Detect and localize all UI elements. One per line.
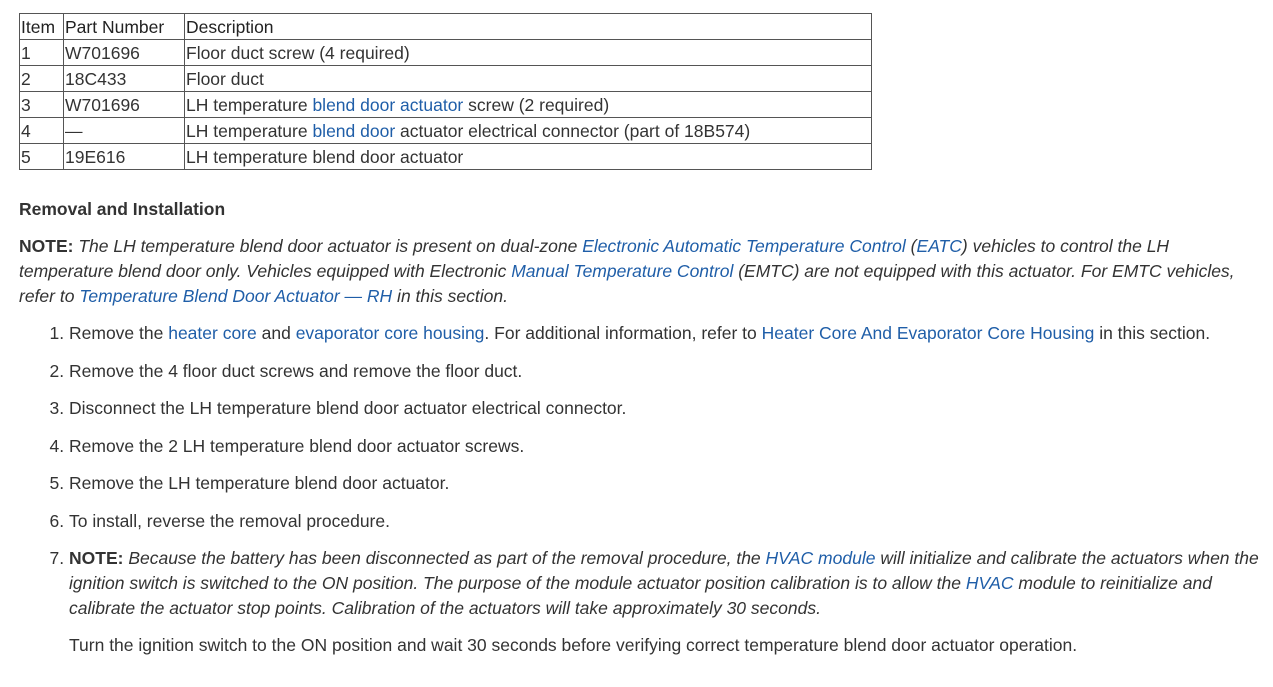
step-text: and <box>256 323 296 343</box>
cell-part-number: 19E616 <box>64 144 185 170</box>
list-item <box>69 321 1259 346</box>
procedure-steps <box>19 321 1259 658</box>
cell-item: 4 <box>20 118 64 144</box>
header-description: Description <box>185 14 872 40</box>
note-text: ) vehicles to control the LH temperature blend door only. Vehicles equipped with Electronic <box>19 236 1170 281</box>
document-page <box>19 13 1259 671</box>
list-item <box>69 546 1259 658</box>
desc-text: Floor duct screw (4 required) <box>186 42 410 63</box>
cell-description <box>185 144 872 170</box>
note-text: in this section. <box>392 286 508 306</box>
note-text: module to reinitialize and calibrate the actuator stop points. Calibration of the actuators will take approximately 30 seconds. <box>69 573 1212 618</box>
cell-description <box>185 66 872 92</box>
header-item: Item <box>20 14 64 40</box>
note-text: (EMTC) are not equipped with this actuator. For EMTC vehicles, refer to <box>19 261 1235 306</box>
table-row <box>20 144 872 170</box>
cell-description <box>185 92 872 118</box>
link-evaporator-core-housing[interactable]: evaporator core housing <box>295 323 485 343</box>
parts-table <box>19 13 872 170</box>
cell-part-number: W701696 <box>64 92 185 118</box>
desc-text: screw (2 required) <box>463 94 610 115</box>
note-paragraph <box>19 234 1259 309</box>
desc-text: LH temperature blend door actuator <box>186 146 464 167</box>
link-blend-door-actuator-rh[interactable]: Temperature Blend Door Actuator — RH <box>79 286 393 306</box>
table-row <box>20 118 872 144</box>
desc-text: LH temperature <box>186 120 313 141</box>
desc-text: actuator electrical connector (part of 18B574) <box>395 120 751 141</box>
note-label: NOTE: <box>69 548 124 568</box>
list-item: 4. Remove the 2 LH temperature blend door actuator screws. <box>69 434 1259 459</box>
note-text: The LH temperature blend door actuator is present on dual-zone <box>73 236 583 256</box>
section-title: Removal and Installation <box>19 199 226 219</box>
list-item: 3. Disconnect the LH temperature blend door actuator electrical connector. <box>69 396 1259 421</box>
link-eatc[interactable]: EATC <box>916 236 962 256</box>
step-text: in this section. <box>1094 323 1211 343</box>
cell-description <box>185 118 872 144</box>
note-text: ( <box>905 236 917 256</box>
cell-description <box>185 40 872 66</box>
desc-text: Floor duct <box>186 68 264 89</box>
cell-part-number: — <box>64 118 185 144</box>
cell-part-number: W701696 <box>64 40 185 66</box>
link-heater-core[interactable]: heater core <box>168 323 257 343</box>
table-row <box>20 40 872 66</box>
link-manual-temperature-control[interactable]: Manual Temperature Control <box>511 261 734 281</box>
link-blend-door-actuator[interactable]: blend door actuator <box>312 94 464 115</box>
list-item: 2. Remove the 4 floor duct screws and remove the floor duct. <box>69 359 1259 384</box>
desc-text: LH temperature <box>186 94 313 115</box>
list-item: 5. Remove the LH temperature blend door actuator. <box>69 471 1259 496</box>
link-hvac-module[interactable]: HVAC module <box>765 548 876 568</box>
cell-item: 5 <box>20 144 64 170</box>
table-row <box>20 66 872 92</box>
step-text: Turn the ignition switch to the ON position and wait 30 seconds before verifying correct temperature blend door actuator operation. <box>69 635 1078 655</box>
link-hvac[interactable]: HVAC <box>965 573 1014 593</box>
step-note <box>69 546 1259 621</box>
step-text: . For additional information, refer to <box>484 323 762 343</box>
list-item: 6. To install, reverse the removal procedure. <box>69 509 1259 534</box>
header-part-number: Part Number <box>64 14 185 40</box>
link-blend-door[interactable]: blend door <box>312 120 396 141</box>
link-heater-core-and-evaporator-core-housing[interactable]: Heater Core And Evaporator Core Housing <box>761 323 1095 343</box>
cell-part-number: 18C433 <box>64 66 185 92</box>
cell-item: 3 <box>20 92 64 118</box>
cell-item: 2 <box>20 66 64 92</box>
note-text: will initialize and calibrate the actuators when the ignition switch is switched to the ON position. The purpose of the module actuator position calibration is to allow the <box>69 548 1259 593</box>
table-header-row <box>20 14 872 40</box>
note-text: Because the battery has been disconnected as part of the removal procedure, the <box>123 548 766 568</box>
cell-item: 1 <box>20 40 64 66</box>
table-row <box>20 92 872 118</box>
link-eatc-full[interactable]: Electronic Automatic Temperature Control <box>582 236 906 256</box>
note-label: NOTE: <box>19 236 74 256</box>
step-text: Remove the <box>69 323 169 343</box>
